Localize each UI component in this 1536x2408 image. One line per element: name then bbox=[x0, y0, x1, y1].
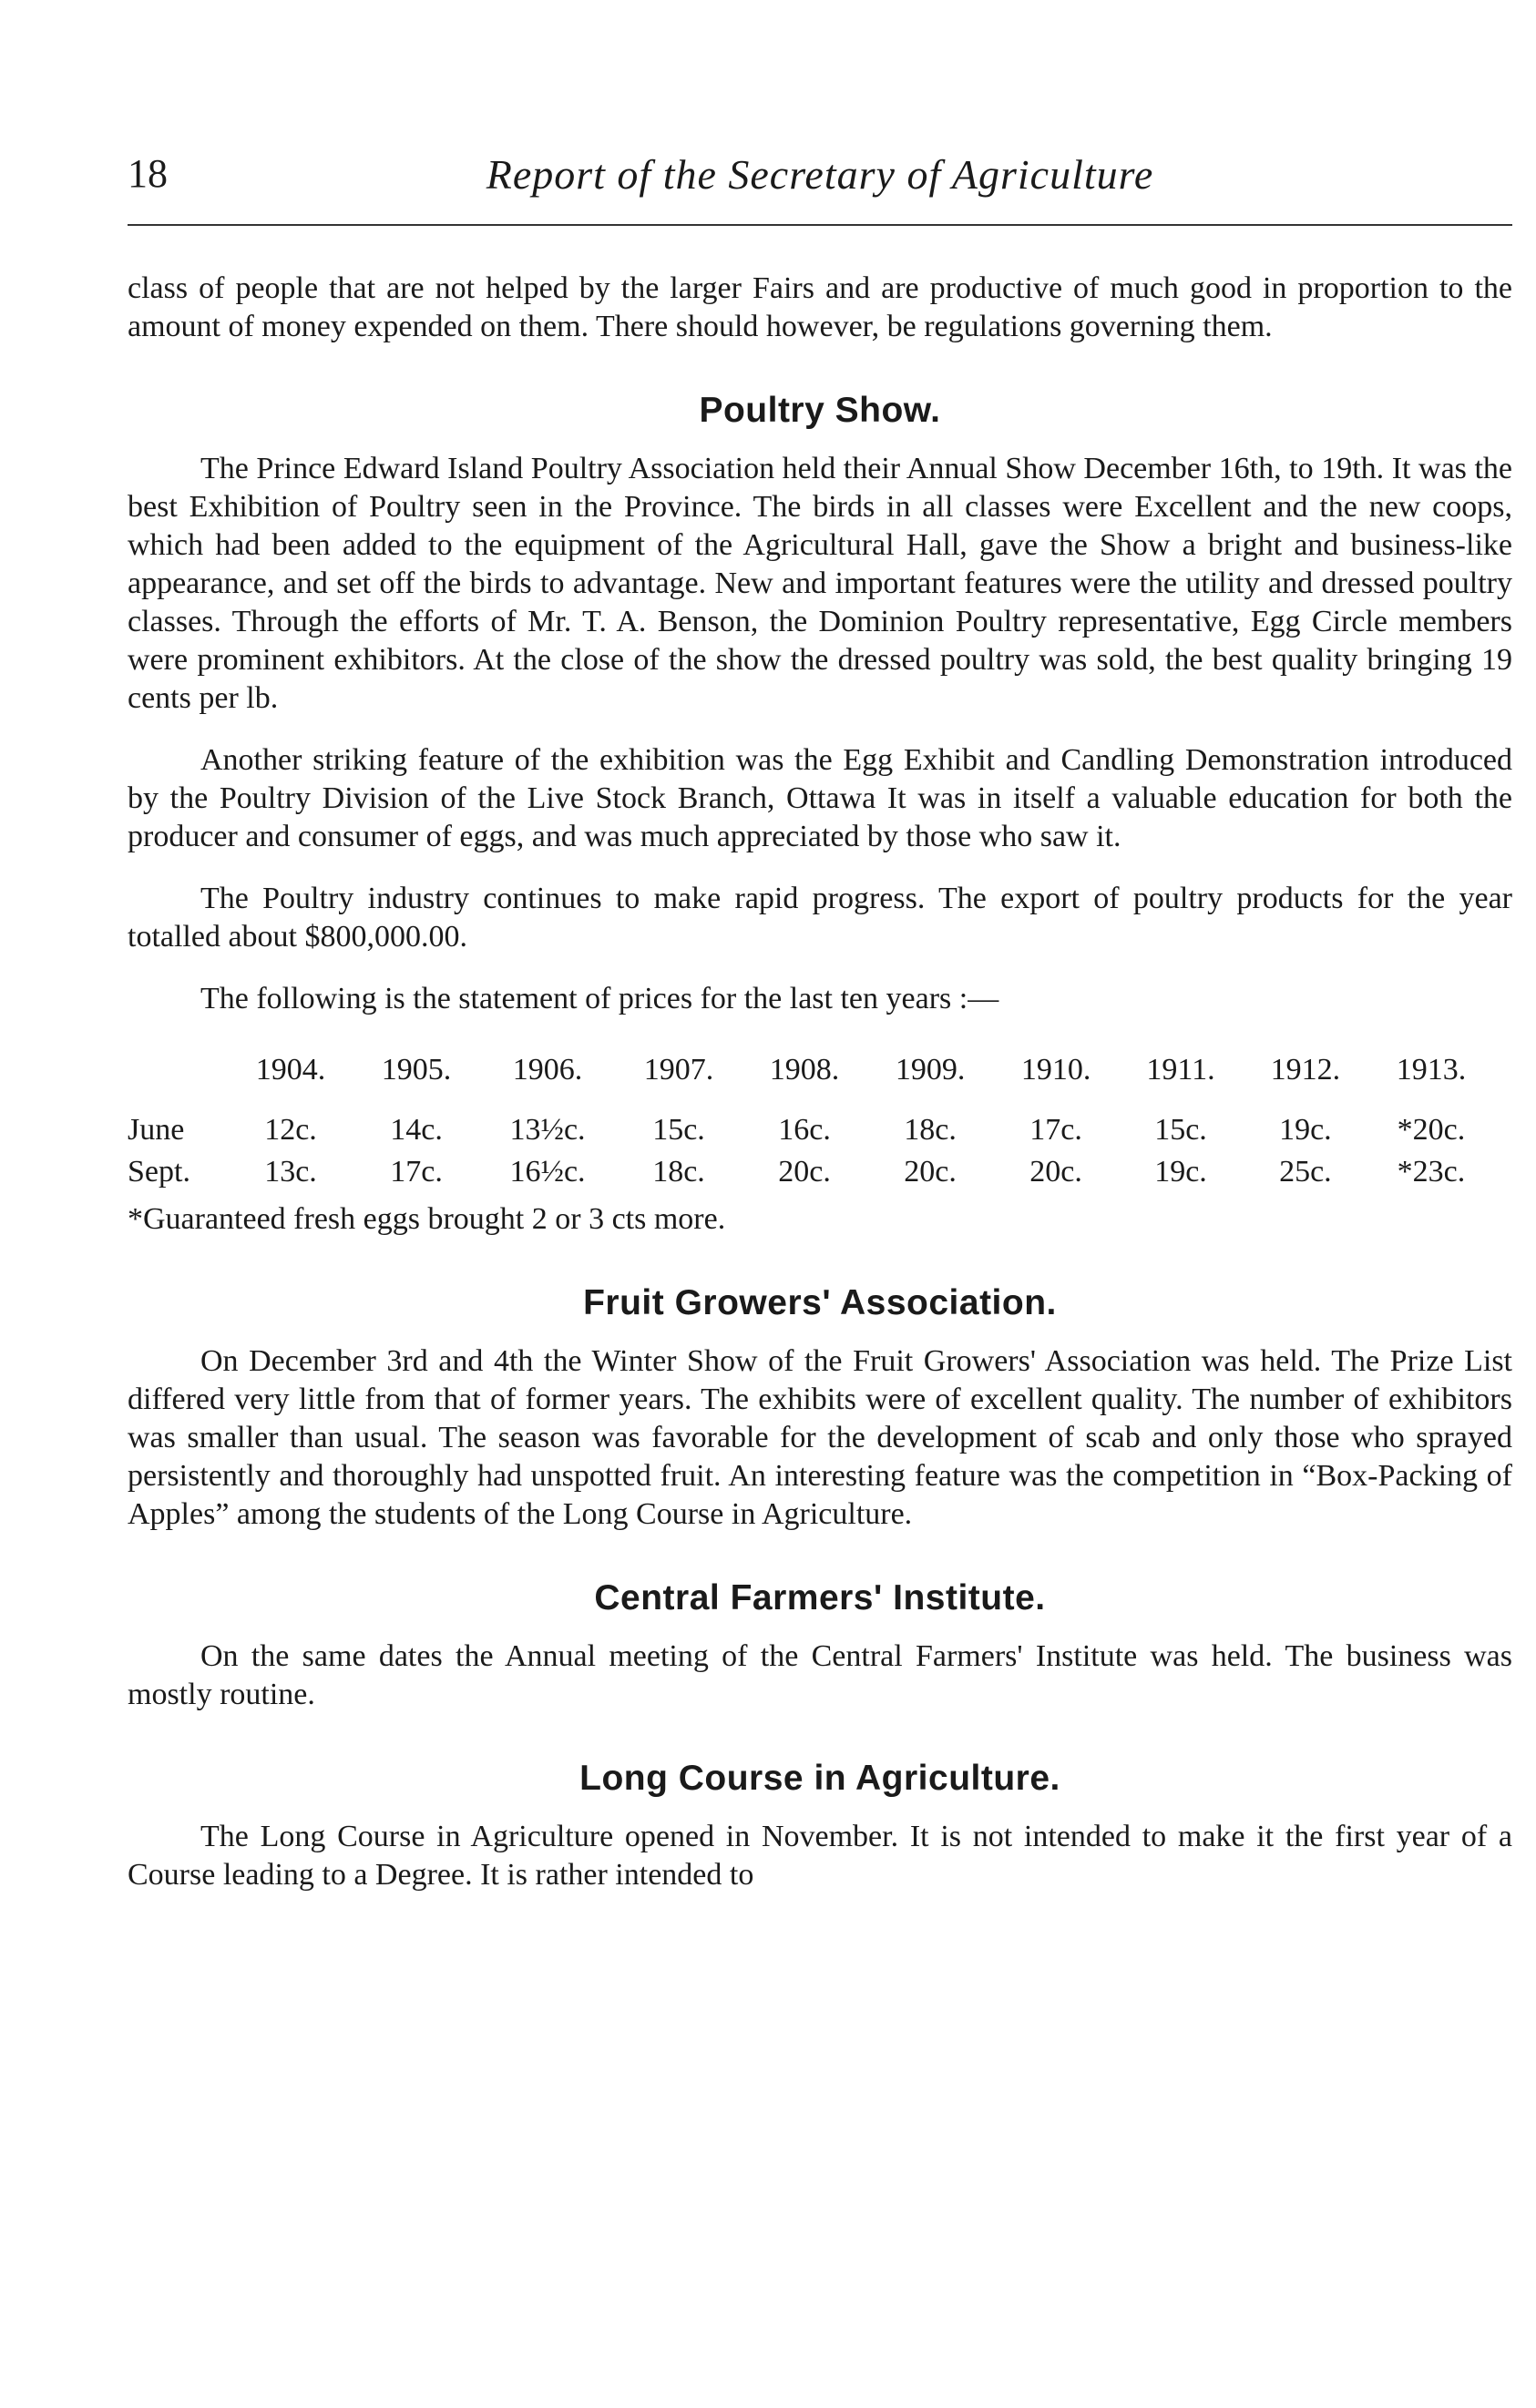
year-header: 1907. bbox=[643, 1053, 714, 1087]
table-row bbox=[128, 1109, 1494, 1151]
row-label-sept: Sept. bbox=[128, 1155, 190, 1189]
price-table-intro: The following is the statement of prices for the last ten years :— bbox=[200, 982, 999, 1015]
price-cell: 15c. bbox=[652, 1113, 705, 1147]
price-cell: 14c. bbox=[390, 1113, 443, 1147]
farmers-institute-heading: Central Farmers' Institute. bbox=[594, 1578, 1046, 1617]
year-header: 1909. bbox=[895, 1053, 966, 1087]
price-cell: 20c. bbox=[1029, 1155, 1082, 1189]
long-course-heading: Long Course in Agriculture. bbox=[579, 1759, 1060, 1798]
poultry-show-heading: Poultry Show. bbox=[699, 391, 941, 430]
poultry-paragraph-1: The Prince Edward Island Poultry Association held their Annual Show December 16th, to 19th. It was the best Exhibition of Poultry seen in the Province. The birds in all classes were Excellent and the new coops, which had been added to the equipment of the Agricultural Hall, gave the Show a bright and business-like appearance, and set off the birds to advantage. New and important features were the utility and dressed poultry classes. Through the efforts of Mr. T. A. Benson, the Dominion Poultry representative, Egg Circle members were prominent exhibitors. At the close of the show the dressed poultry was sold, the best quality bringing 19 cents per lb. bbox=[128, 452, 1512, 715]
price-cell: 15c. bbox=[1154, 1113, 1207, 1147]
price-cell: 18c. bbox=[652, 1155, 705, 1189]
year-header: 1906. bbox=[512, 1053, 583, 1087]
table-footnote: *Guaranteed fresh eggs brought 2 or 3 cts more. bbox=[128, 1202, 726, 1236]
price-cell: 17c. bbox=[390, 1155, 443, 1189]
year-header: 1910. bbox=[1020, 1053, 1091, 1087]
egg-price-table bbox=[128, 1046, 1494, 1193]
year-header: 1904. bbox=[255, 1053, 326, 1087]
price-cell: 13½c. bbox=[509, 1113, 586, 1147]
price-cell: 20c. bbox=[904, 1155, 957, 1189]
price-cell: 17c. bbox=[1029, 1113, 1082, 1147]
year-header: 1912. bbox=[1270, 1053, 1341, 1087]
farmers-institute-paragraph: On the same dates the Annual meeting of the Central Farmers' Institute was held. The business was mostly routine. bbox=[128, 1639, 1512, 1711]
long-course-paragraph: The Long Course in Agriculture opened in November. It is not intended to make it the first year of a Course leading to a Degree. It is rather intended to bbox=[128, 1820, 1512, 1892]
price-cell: 20c. bbox=[778, 1155, 831, 1189]
running-title: Report of the Secretary of Agriculture bbox=[486, 151, 1154, 198]
table-row bbox=[128, 1151, 1494, 1193]
page-header bbox=[128, 150, 1512, 214]
year-header: 1905. bbox=[381, 1053, 452, 1087]
price-cell: 18c. bbox=[904, 1113, 957, 1147]
header-rule bbox=[128, 224, 1512, 226]
price-cell: 16½c. bbox=[509, 1155, 586, 1189]
price-cell: 16c. bbox=[778, 1113, 831, 1147]
row-label-june: June bbox=[128, 1113, 185, 1147]
intro-paragraph: class of people that are not helped by the larger Fairs and are productive of much good in proportion to the amount of money expended on them. There should however, be regulations governing them. bbox=[128, 271, 1512, 343]
price-cell: 25c. bbox=[1279, 1155, 1332, 1189]
price-cell: 13c. bbox=[264, 1155, 317, 1189]
year-header: 1911. bbox=[1146, 1053, 1215, 1087]
price-cell: 12c. bbox=[264, 1113, 317, 1147]
year-header: 1908. bbox=[769, 1053, 840, 1087]
page-number: 18 bbox=[128, 151, 168, 196]
price-table-header-row bbox=[128, 1046, 1494, 1109]
fruit-growers-paragraph: On December 3rd and 4th the Winter Show of the Fruit Growers' Association was held. The Prize List differed very little from that of former years. The exhibits were of excellent quality. The number of exhibitors was smaller than usual. The season was favorable for the development of scab and only those who sprayed persistently and thoroughly had unspotted fruit. An interesting feature was the competition in “Box-Packing of Apples” among the students of the Long Course in Agriculture. bbox=[128, 1344, 1512, 1531]
page-content bbox=[128, 270, 1512, 1918]
price-table-corner bbox=[128, 1046, 228, 1109]
price-cell: *23c. bbox=[1397, 1155, 1466, 1189]
price-cell: *20c. bbox=[1397, 1113, 1466, 1147]
year-header: 1913. bbox=[1396, 1053, 1467, 1087]
poultry-paragraph-2: Another striking feature of the exhibition was the Egg Exhibit and Candling Demonstration introduced by the Poultry Division of the Live Stock Branch, Ottawa It was in itself a valuable education for both the producer and consumer of eggs, and was much appreciated by those who saw it. bbox=[128, 743, 1512, 853]
price-cell: 19c. bbox=[1154, 1155, 1207, 1189]
poultry-paragraph-3: The Poultry industry continues to make rapid progress. The export of poultry products for the year totalled about $800,000.00. bbox=[128, 882, 1512, 954]
fruit-growers-heading: Fruit Growers' Association. bbox=[583, 1283, 1057, 1322]
price-cell: 19c. bbox=[1279, 1113, 1332, 1147]
